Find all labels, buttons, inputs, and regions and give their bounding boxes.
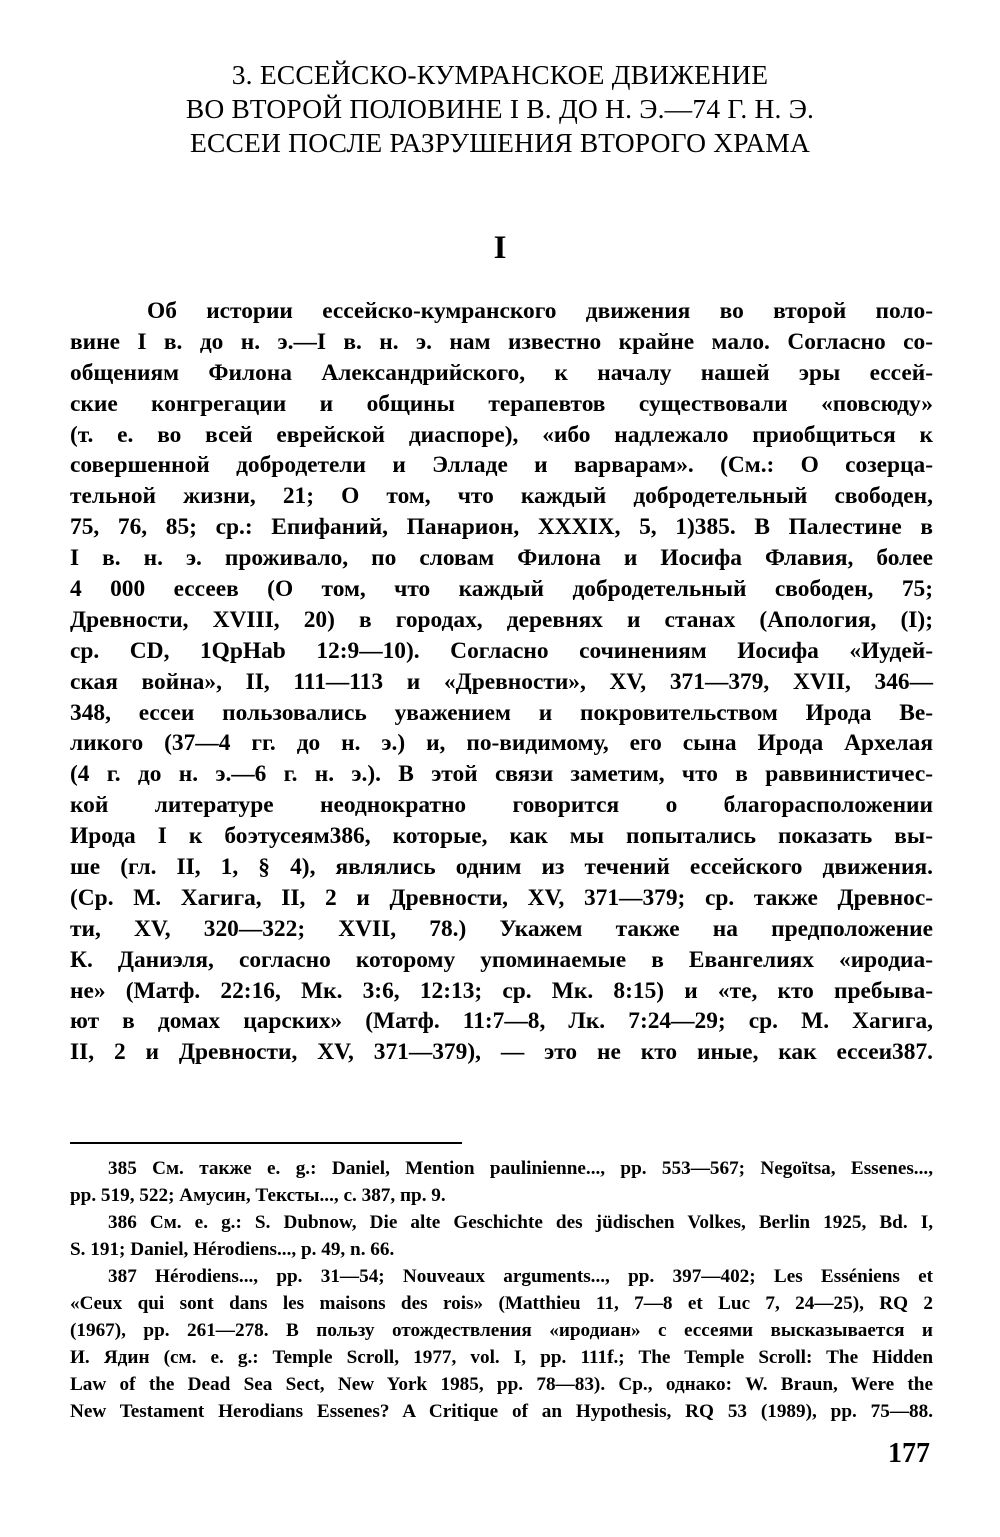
footnote-line: 386 См. e. g.: S. Dubnow, Die alte Geschichte des jüdischen Volkes, Berlin 1925, Bd. I, xyxy=(108,1212,933,1233)
footnote-line: pp. 519, 522; Амусин, Тексты..., с. 387, пр. 9. xyxy=(70,1185,446,1206)
text-line: не» (Матф. 22:16, Мк. 3:6, 12:13; ср. Мк. 8:15) и «те, кто пребыва- xyxy=(70,977,933,1004)
text-line: Древности, XVIII, 20) в городах, деревнях и станах (Апология, (I); xyxy=(70,606,933,633)
text-line: 4 000 ессеев (О том, что каждый добродетельный свободен, 75; xyxy=(70,576,933,603)
text-line: ср. CD, 1QpHab 12:9—10). Согласно сочинениям Иосифа «Иудей- xyxy=(70,637,933,664)
heading-line: 3. ЕССЕЙСКО-КУМРАНСКОЕ ДВИЖЕНИЕ xyxy=(231,59,769,90)
text-line: ют в домах царских» (Матф. 11:7—8, Лк. 7:24—29; ср. М. Хагига, xyxy=(70,1008,933,1035)
footnote-line: «Ceux qui sont dans les maisons des rois» (Matthieu 11, 7—8 et Luc 7, 24—25), RQ 2 xyxy=(70,1293,933,1314)
text-line: ские конгрегации и общины терапевтов существовали «повсюду» xyxy=(70,390,933,417)
text-line: ликого (37—4 гг. до н. э.) и, по-видимому, его сына Ирода Архелая xyxy=(70,730,933,757)
text-line: (Ср. М. Хагига, II, 2 и Древности, XV, 371—379; ср. также Древнос- xyxy=(70,884,933,911)
main-text xyxy=(70,296,933,1068)
text-line: кой литературе неоднократно говорится о благорасположении xyxy=(70,792,933,819)
footnote-line: (1967), pp. 261—278. В пользу отождествления «иродиан» с ессеями высказывается и xyxy=(70,1320,933,1341)
page-number: 177 xyxy=(888,1438,930,1469)
text-line: 348, ессеи пользовались уважением и покровительством Ирода Ве- xyxy=(70,699,933,726)
text-line: I в. н. э. проживало, по словам Филона и Иосифа Флавия, более xyxy=(70,545,933,572)
text-line: (т. е. во всей еврейской диаспоре), «ибо надлежало приобщиться к xyxy=(70,421,933,448)
footnote-line: New Testament Herodians Essenes? A Critique of an Hypothesis, RQ 53 (1989), pp. 75—88. xyxy=(70,1401,933,1422)
text-line: 75, 76, 85; ср.: Епифаний, Панарион, XXXIX, 5, 1)385. В Палестине в xyxy=(70,514,933,541)
footnote-line: 385 См. также e. g.: Daniel, Mention paulinienne..., pp. 553—567; Negoïtsa, Essenes..., xyxy=(108,1158,933,1179)
text-line: Об истории ессейско-кумранского движения во второй поло- xyxy=(147,298,933,324)
text-line: К. Даниэля, согласно которому упоминаемые в Евангелиях «иродиа- xyxy=(70,946,933,973)
footnote-line: 387 Hérodiens..., pp. 31—54; Nouveaux arguments..., pp. 397—402; Les Esséniens et xyxy=(108,1266,933,1287)
text-line: тельной жизни, 21; О том, что каждый добродетельный свободен, xyxy=(70,483,933,510)
footnote-line: S. 191; Daniel, Hérodiens..., p. 49, n. 66. xyxy=(70,1239,395,1260)
text-line: совершенной добродетели и Элладе и варварам». (См.: О созерца- xyxy=(70,452,933,479)
text-line: общениям Филона Александрийского, к началу нашей эры ессей- xyxy=(70,359,933,386)
footnotes xyxy=(70,1155,933,1425)
text-line: ше (гл. II, 1, § 4), являлись одним из течений ессейского движения. xyxy=(70,854,933,881)
footnote-line: И. Ядин (см. e. g.: Temple Scroll, 1977, vol. I, pp. 111f.; The Temple Scroll: The Hidden xyxy=(70,1347,933,1368)
footnote-separator xyxy=(70,1142,462,1144)
text-line: ская война», II, 111—113 и «Древности», XV, 371—379, XVII, 346— xyxy=(70,668,933,695)
chapter-heading xyxy=(70,58,930,160)
text-line: Ирода I к боэтусеям386, которые, как мы попытались показать вы- xyxy=(70,823,933,850)
text-line: (4 г. до н. э.—6 г. н. э.). В этой связи заметим, что в раввинистичес- xyxy=(70,761,933,788)
text-line: вине I в. до н. э.—I в. н. э. нам известно крайне мало. Согласно со- xyxy=(70,328,933,355)
footnote-line: Law of the Dead Sea Sect, New York 1985, pp. 78—83). Ср., однако: W. Braun, Were the xyxy=(70,1374,933,1395)
heading-line: ВО ВТОРОЙ ПОЛОВИНЕ I В. ДО Н. Э.—74 Г. Н. Э. xyxy=(185,93,815,124)
text-line: ти, XV, 320—322; XVII, 78.) Укажем также на предположение xyxy=(70,915,933,942)
section-number: I xyxy=(493,230,507,266)
heading-line: ЕССЕИ ПОСЛЕ РАЗРУШЕНИЯ ВТОРОГО ХРАМА xyxy=(189,127,811,158)
text-line: II, 2 и Древности, XV, 371—379), — это не кто иные, как ессеи387. xyxy=(70,1039,933,1066)
